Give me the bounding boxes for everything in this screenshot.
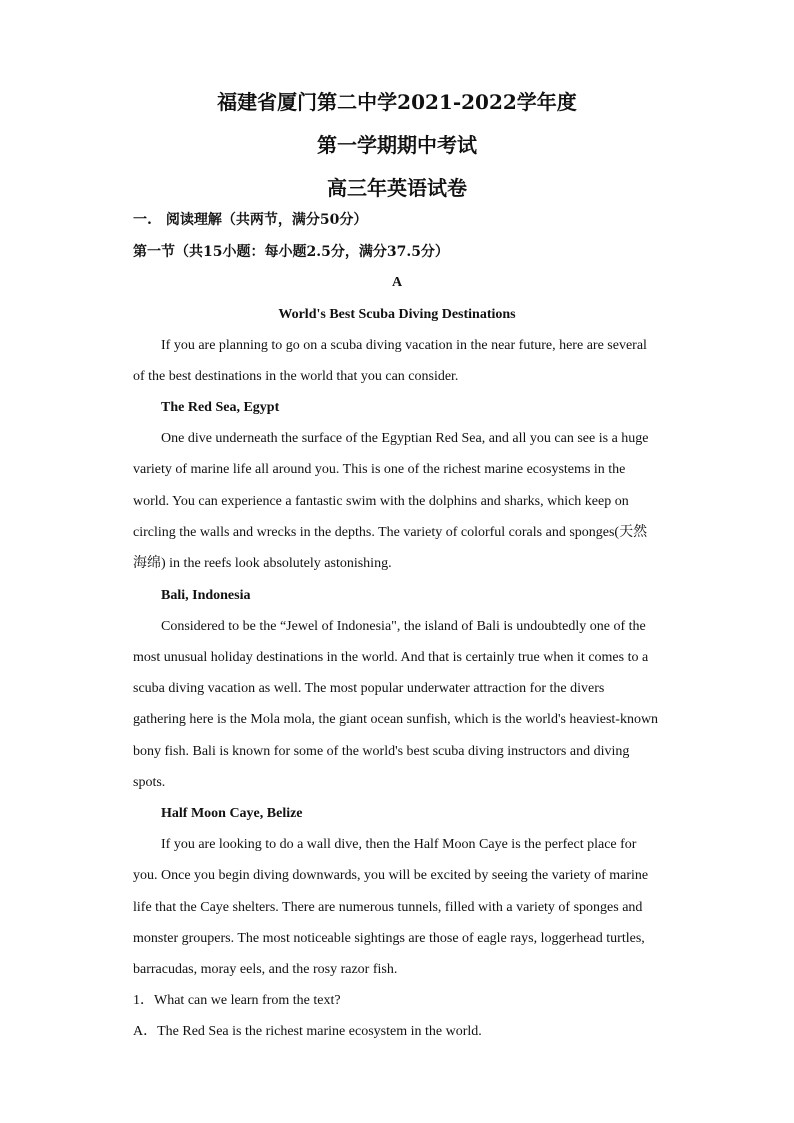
text-line: variety of marine life all around you. This is one of the richest marine ecosystems in the bbox=[133, 462, 626, 477]
text-line: life that the Caye shelters. There are numerous tunnels, filled with a variety of sponges and bbox=[133, 900, 643, 915]
section-heading-red-sea: The Red Sea, Egypt bbox=[161, 400, 280, 415]
text-line: If you are looking to do a wall dive, then the Half Moon Caye is the perfect place for bbox=[161, 837, 637, 852]
text-line: most unusual holiday destinations in the world. And that is certainly true when it comes to a bbox=[133, 650, 649, 665]
text-line: world. You can experience a fantastic swim with the dolphins and sharks, which keep on bbox=[133, 494, 629, 509]
text-line: bony fish. Bali is known for some of the world's best scuba diving instructors and diving bbox=[133, 744, 630, 759]
section-title: 第一节（共15小题：每小题2.5分，满分37.5分） bbox=[133, 244, 449, 260]
text-line: circling the walls and wrecks in the depths. The variety of colorful corals and sponges(天然 bbox=[133, 525, 648, 540]
passage-title: World's Best Scuba Diving Destinations bbox=[278, 307, 516, 322]
section-heading-half-moon-caye: Half Moon Caye, Belize bbox=[161, 806, 303, 821]
part-title: 一. 阅读理解（共两节，满分50分） bbox=[133, 212, 368, 228]
option-a: A．The Red Sea is the richest marine ecosystem in the world. bbox=[133, 1024, 482, 1039]
school-title: 福建省厦门第二中学2021-2022学年度 bbox=[217, 90, 577, 114]
text-line: 海绵) in the reefs look absolutely astonishing. bbox=[133, 556, 392, 571]
text-line: monster groupers. The most noticeable sightings are those of eagle rays, loggerhead turtles, bbox=[133, 931, 645, 946]
section-heading-bali: Bali, Indonesia bbox=[161, 588, 251, 603]
question-stem: 1．What can we learn from the text? bbox=[133, 993, 341, 1008]
paper-title: 高三年英语试卷 bbox=[327, 176, 467, 200]
exam-title: 第一学期期中考试 bbox=[317, 133, 477, 157]
text-line: barracudas, moray eels, and the rosy razor fish. bbox=[133, 962, 398, 977]
text-line: you. Once you begin diving downwards, you will be excited by seeing the variety of marine bbox=[133, 868, 649, 883]
text-line: gathering here is the Mola mola, the giant ocean sunfish, which is the world's heaviest-known bbox=[133, 712, 659, 727]
text-line: of the best destinations in the world that you can consider. bbox=[133, 369, 459, 384]
passage-letter: A bbox=[391, 275, 403, 290]
text-line: One dive underneath the surface of the Egyptian Red Sea, and all you can see is a huge bbox=[161, 431, 649, 446]
text-line: Considered to be the “Jewel of Indonesia", the island of Bali is undoubtedly one of the bbox=[161, 619, 646, 634]
text-line: scuba diving vacation as well. The most popular underwater attraction for the divers bbox=[133, 681, 605, 696]
text-line: spots. bbox=[133, 775, 166, 790]
text-line: If you are planning to go on a scuba diving vacation in the near future, here are several bbox=[161, 338, 647, 353]
